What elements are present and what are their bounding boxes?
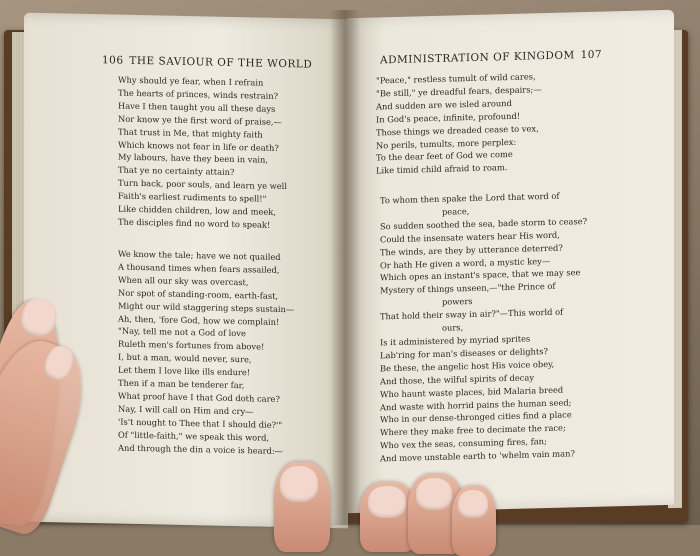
poem-line: I, but a man, would never, sure, [118,351,252,365]
poem-line: Nay, I will call on Him and cry— [118,403,254,417]
poem-line: Mystery of things unseen,—"the Prince of [380,281,556,296]
left-page-number: 106 [102,54,124,67]
poem-line: And sudden are we isled around [376,97,512,112]
poem-line: Ruleth men's fortunes from above! [118,338,265,352]
poem-line: "Peace," restless tumult of wild cares, [376,71,536,86]
bottom-finger-1-nail [280,466,318,502]
poem-line: A thousand times when fears assailed, [118,261,280,275]
poem-line: So sudden soothed the sea, bade storm to cease? [380,215,588,232]
poem-line: Where they make free to decimate the race; [380,422,566,438]
poem-line: ours, [442,322,464,333]
poem-line: Who in our dense-thronged cities find a place [380,409,572,425]
right-stanza-2 [380,189,587,465]
right-running-head: ADMINISTRATION OF KINGDOM [380,49,575,67]
poem-line: Lab'ring for man's diseases or delights? [380,345,548,361]
poem-line: Might our wild staggering steps sustain— [118,300,295,314]
poem-line: Faith's earliest rudiments to spell!" [118,190,267,204]
poem-line: That hold their sway in air?"—This world of [380,306,564,322]
left-stanza-1 [118,74,287,232]
poem-line: Like timid child afraid to roam. [376,162,508,176]
poem-line: Turn back, poor souls, and learn ye well [118,177,287,192]
poem-line: We know the tale; have we not quailed [118,248,281,262]
poem-line: And move unstable earth to 'whelm vain man? [380,448,575,464]
poem-line: The hearts of princes, winds restrain? [118,87,279,101]
book-spine-shadow [330,10,360,525]
poem-line: And waste with horrid pains the human seed; [380,396,572,412]
bottom-finger-2-nail [368,486,406,518]
left-running-head: THE SAVIOUR OF THE WORLD [129,54,313,71]
poem-line: Then if a man be tenderer far, [118,377,245,391]
bottom-finger-3-nail [416,478,452,510]
poem-line: Like chidden children, low and meek, [118,203,276,217]
poem-line: "Nay, tell me not a God of love [118,326,246,339]
poem-line: Or hath He given a word, a mystic key— [380,255,551,270]
poem-line: My labours, have they been in vain, [118,152,269,166]
poem-line: No perils, tumults, more perplex: [376,136,517,151]
poem-line: Let them I love like ills endure! [118,364,251,378]
poem-line: powers [442,296,473,308]
poem-line: 'Is't nought to Thee that I should die?'" [118,416,283,430]
left-stanza-2 [118,248,294,458]
poem-line: The disciples find no word to speak! [118,216,271,230]
poem-line: The winds, are they by utterance deterred? [380,242,563,258]
poem-line: What proof have I that God doth care? [118,390,280,404]
poem-line: That ye no certainty attain? [118,164,235,178]
poem-line: Ah, then, 'fore God, how we complain! [118,313,280,327]
right-page-header [380,49,604,67]
bottom-finger-4-nail [458,490,488,518]
left-page [24,13,348,529]
poem-line: To whom then spake the Lord that word of [380,190,560,206]
poem-line: Is it administered by myriad sprites [380,333,531,348]
poem-line: Which opes an instant's space, that we may see [380,267,581,283]
poem-line: And through the din a voice is heard:— [118,442,283,456]
left-page-header [100,54,312,70]
right-page-number: 107 [580,48,603,62]
poem-line: Of "little-faith," we speak this word, [118,429,270,443]
poem-line: peace, [442,205,470,217]
poem-line: And those, the wilful spirits of decay [380,372,535,387]
poem-line: To the dear feet of God we come [376,149,513,163]
poem-line: Could the insensate waters hear His word, [380,229,560,245]
poem-line: That trust in Me, that mighty faith [118,126,263,140]
poem-line: Nor spot of standing-room, earth-fast, [118,287,279,301]
poem-line: Which knows not fear in life or death? [118,139,279,153]
poem-line: In God's peace, infinite, profound! [376,110,521,125]
right-page [346,10,674,514]
poem-line: Those things we dreaded cease to vex, [376,122,539,138]
poem-line: Be these, the angelic host His voice obey, [380,358,555,374]
right-stanza-1 [376,70,542,178]
poem-line: Why should ye fear, when I refrain [118,74,264,88]
poem-line: Nor know ye the first word of praise,— [118,113,282,127]
poem-line: "Be still," ye dreadful fears, despairs;— [376,84,542,99]
poem-line: Who vex the seas, consuming fires, fan; [380,436,547,451]
poem-line: Who haunt waste places, bid Malaria breed [380,384,564,399]
poem-line: When all our sky was overcast, [118,274,249,288]
poem-line: Have I then taught you all these days [118,100,276,114]
